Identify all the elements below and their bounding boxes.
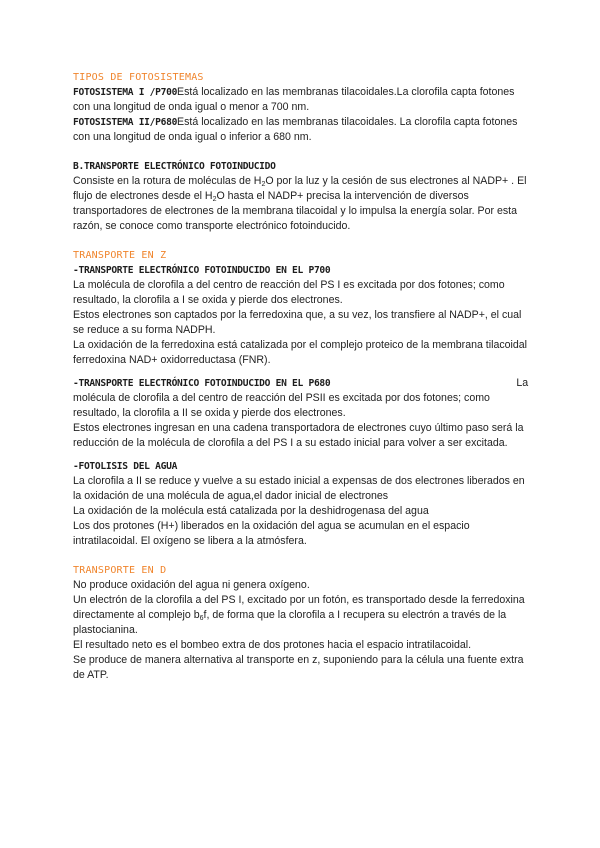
paragraph	[73, 85, 533, 115]
text: O por la luz y la cesión de sus electrones al NADP+ . El flujo de electrones desde el H	[73, 175, 527, 202]
subscript: 2	[261, 181, 266, 188]
subsection-heading: -TRANSPORTE ELECTRÓNICO FOTOINDUCIDO EN EL P700	[73, 265, 331, 276]
inline-label: FOTOSISTEMA I /P700	[73, 87, 178, 98]
text: f, de forma que la clorofila a I recupera su electrón a través de la plastocianina.	[73, 609, 507, 636]
paragraph: La molécula de clorofila a del centro de reacción del PS I es excitada por dos fotones; como resultado, la clorofila a I se oxida y pierde dos electrones.	[73, 279, 505, 306]
paragraph: La oxidación de la ferredoxina está catalizada por el complejo proteico de la membrana tilacoidal ferredoxina NAD+ oxidorreductasa (FNR).	[73, 339, 528, 366]
text: Está localizado en las membranas tilacoidales. La clorofila capta fotones con una longitud de onda igual o inferior a 680 nm.	[73, 116, 518, 143]
inline-label: FOTOSISTEMA II/P680	[73, 117, 178, 128]
section-tipos-fotosistemas	[73, 70, 533, 145]
paragraph: La oxidación de la molécula está catalizada por la deshidrogenasa del agua	[73, 505, 429, 517]
paragraph: La clorofila a II se reduce y vuelve a su estado inicial a expensas de dos electrones liberados en la oxidación de una molécula de agua,el dador inicial de electrones	[73, 475, 525, 502]
paragraph: Se produce de manera alternativa al transporte en z, suponiendo para la célula una fuente extra de ATP.	[73, 654, 524, 681]
text: Consiste en la rotura de moléculas de H	[73, 175, 262, 187]
paragraph	[73, 593, 533, 638]
section-transporte-z	[73, 248, 533, 549]
text: Un electrón de la clorofila a del PS I, excitado por un fotón, es transportado desde la ferredoxina directamente al complejo b	[73, 594, 525, 621]
subsection-heading: -FOTOLISIS DEL AGUA	[73, 461, 178, 472]
paragraph	[73, 115, 533, 145]
paragraph: Los dos protones (H+) liberados en la oxidación del agua se acumulan en el espacio intratilacoidal. El oxígeno se libera a la atmósfera.	[73, 520, 470, 547]
document-page	[73, 70, 533, 683]
text: La molécula de clorofila a del centro de reacción del PSII es excitada por dos fotones; como resultado, la clorofila a II se oxida y pierde dos electrones.	[73, 377, 529, 419]
section-transporte-fotoinducido	[73, 159, 533, 234]
paragraph: El resultado neto es el bombeo extra de dos protones hacia el espacio intratilacoidal.	[73, 639, 472, 651]
paragraph: Estos electrones ingresan en una cadena transportadora de electrones cuyo último paso será la reducción de la molécula de clorofila a del PS I a su estado inicial para volver a ser excitada.	[73, 422, 524, 449]
subsection	[73, 376, 533, 451]
paragraph: Estos electrones son captados por la ferredoxina que, a su vez, los transfiere al NADP+, el cual se reduce a su forma NADPH.	[73, 309, 522, 336]
subscript: 2	[212, 196, 217, 203]
section-heading: TIPOS DE FOTOSISTEMAS	[73, 72, 204, 83]
text: O hasta el NADP+ precisa la intervención de diversos transportadores de electrones de la membrana tilacoidal y lo impulsa la energía solar. Por esta razón, se conoce como transporte electrónico fotoinducido.	[73, 190, 518, 232]
paragraph: No produce oxidación del agua ni genera oxígeno.	[73, 579, 310, 591]
paragraph	[73, 376, 533, 421]
section-transporte-d	[73, 563, 533, 683]
section-heading: TRANSPORTE EN D	[73, 565, 167, 576]
subsection	[73, 459, 533, 549]
text: Está localizado en las membranas tilacoidales.La clorofila capta fotones con una longitud de onda igual o menor a 700 nm.	[73, 86, 515, 113]
section-heading: TRANSPORTE EN Z	[73, 250, 167, 261]
paragraph	[73, 174, 533, 234]
section-heading: B.TRANSPORTE ELECTRÓNICO FOTOINDUCIDO	[73, 161, 276, 172]
subsection-heading: -TRANSPORTE ELECTRÓNICO FOTOINDUCIDO EN EL P680	[73, 378, 331, 389]
subscript: 6	[199, 615, 204, 622]
